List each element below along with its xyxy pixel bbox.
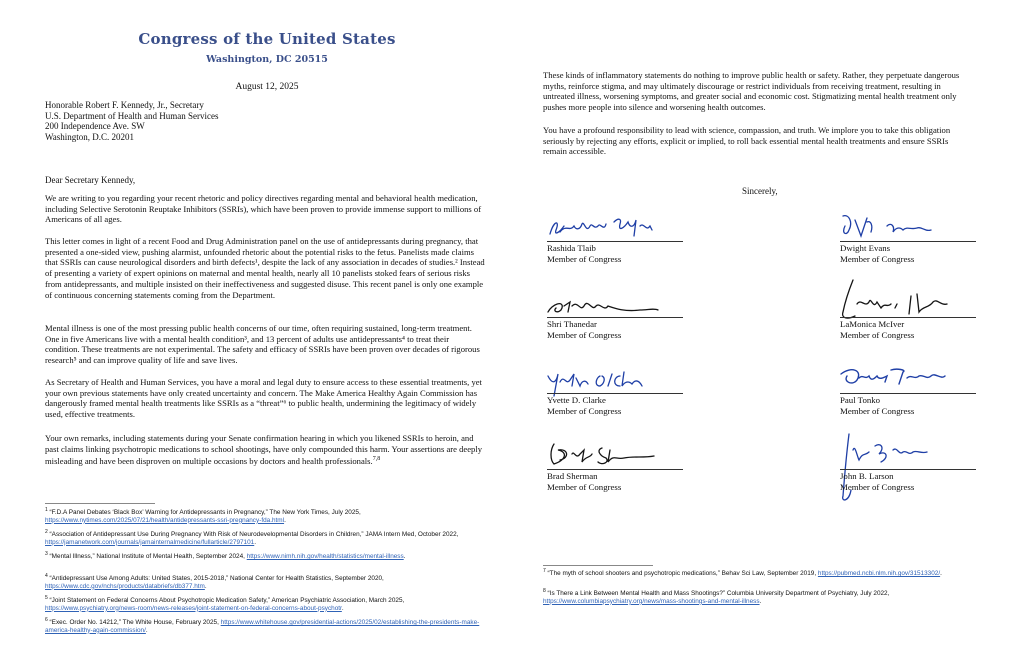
recipient-address — [45, 100, 218, 142]
footnote — [45, 529, 495, 546]
recipient-line: U.S. Department of Health and Human Services — [45, 110, 219, 121]
signature-block — [837, 288, 977, 344]
footnote-text: “Mental Illness,” National Institute of Mental Health, September 2024, — [47, 553, 247, 561]
footnote — [45, 551, 495, 561]
footnote-link[interactable]: https://www.nytimes.com/2025/07/21/health/antidepressants-ssri-pregnancy-fda.html — [45, 516, 285, 524]
footnote-text: “The myth of school shooters and psychotropic medications,” Behav Sci Law, September 2019, — [545, 570, 818, 578]
footnote-number: 7 — [543, 568, 546, 574]
letter-date: August 12, 2025 — [235, 82, 299, 92]
footnote-tail: . — [759, 597, 762, 605]
signer-name: Rashida Tlaib — [547, 243, 596, 253]
closing: Sincerely, — [742, 186, 778, 196]
footnote-link[interactable]: https://pubmed.ncbi.nlm.nih.gov/31513302/ — [817, 570, 941, 578]
body-paragraph: You have a profound responsibility to lead with science, compassion, and truth. We implore you to take this obligation seriously by rejecting any efforts, explicit or implied, to roll back essential mental health treatments and ensure SSRIs remain accessible. — [543, 125, 951, 157]
footnote-text: “Exec. Order No. 14212,” The White House, February 2025, — [47, 619, 221, 627]
body-paragraph: Mental illness is one of the most pressing public health concerns of our time, often requiring sustained, long-term treatment. One in five Americans live with a mental health condition³, and 13 percent of adults use antidepressants⁴ to treat their condition. These treatments are not experimental. The safety and efficacy of SSRIs have been proven over decades of rigorous research⁵ and can improve quality of life and save lives. — [45, 323, 480, 366]
recipient-line: Honorable Robert F. Kennedy, Jr., Secretary — [45, 100, 204, 110]
body-paragraph: These kinds of inflammatory statements do nothing to improve public health or safety. Rather, they perpetuate dangerous myths, reinforce stigma, and may ultimately discourage or restrict individuals from receiving treatment, resulting in untreated illness, worsening symptoms, and greater social and economic cost. Stigmatizing mental health treatment only pushes more people into silence and worsening health outcomes. — [543, 70, 960, 113]
footnote-link[interactable]: https://www.cdc.gov/nchs/products/databriefs/db377.htm — [45, 582, 205, 590]
signature-block — [837, 212, 977, 268]
footnote — [45, 507, 495, 524]
footnote-number: 3 — [45, 551, 48, 557]
footnote — [45, 617, 495, 634]
footnote-text: “F.D.A Panel Debates ‘Black Box’ Warning for Antidepressants in Pregnancy,” The New York Times, July 2025, — [47, 509, 361, 517]
signer-name: Dwight Evans — [840, 243, 891, 253]
footnote-tail: . — [341, 604, 344, 612]
signer-role: Member of Congress — [547, 406, 622, 416]
signer-role: Member of Congress — [840, 330, 915, 340]
footnote-tail: . — [940, 570, 942, 578]
footnote-link[interactable]: https://jamanetwork.com/journals/jamainternalmedicine/fullarticle/2797101 — [45, 538, 255, 546]
signer-name: Brad Sherman — [547, 471, 598, 481]
footnote-number: 1 — [45, 507, 48, 513]
signer-role: Member of Congress — [840, 254, 915, 264]
footnote-text: “Antidepressant Use Among Adults: United States, 2015-2018,” National Center for Health Statistics, September 2020, — [47, 575, 384, 583]
footnote-ref: 7,8 — [372, 456, 381, 463]
footnote — [45, 573, 495, 590]
letter-page-2 — [512, 0, 1024, 646]
footnote-text: “Joint Statement on Federal Concerns About Psychotropic Medication Safety,” American Psychiatric Association, March 2025, — [47, 597, 405, 605]
footnote-divider — [45, 503, 155, 504]
signer-name: LaMonica McIver — [840, 319, 905, 329]
recipient-line: Washington, D.C. 20201 — [45, 131, 135, 142]
footnote-divider — [543, 565, 653, 566]
footnote-tail: . — [403, 553, 406, 561]
footnote — [543, 588, 993, 605]
footnote — [45, 595, 495, 612]
body-paragraph: As Secretary of Health and Human Services, you have a moral and legal duty to ensure access to these essential treatments, yet your own previous statements have only created uncertainty and concern. The Make America Healthy Again Commission has dangerously framed mental health treatments like SSRIs as a “threat”⁶ to public health, undermining the legitimacy of widely used, effective treatments. — [45, 377, 482, 420]
signature-block — [837, 364, 977, 420]
signature-block — [544, 364, 684, 420]
footnote-tail: . — [204, 582, 207, 590]
footnote-text: “Is There a Link Between Mental Health and Mass Shootings?” Columbia University Department of Psychiatry, July 2022, — [545, 590, 890, 598]
signer-role: Member of Congress — [547, 330, 622, 340]
signature-block — [544, 212, 684, 268]
footnote-number: 4 — [45, 573, 48, 579]
body-paragraph-text: Your own remarks, including statements during your Senate confirmation hearing in which you likened SSRIs to heroin, and past claims linking psychotropic medications to school shootings, have only compounded this harm. Your assertions are deeply misleading and have been disproven on multiple occasions by doctors and health professionals. — [45, 433, 483, 467]
footnote-number: 2 — [45, 529, 48, 535]
footnote-tail: . — [254, 538, 257, 546]
letterhead-title: Congress of the United States — [138, 30, 396, 48]
letterhead-location: Washington, DC 20515 — [206, 54, 328, 65]
signer-role: Member of Congress — [547, 254, 622, 264]
footnote-text: “Association of Antidepressant Use During Pregnancy With Risk of Neurodevelopmental Disorders in Children,” JAMA Intern Med, October 2022, — [47, 531, 459, 539]
footnote-tail: . — [145, 626, 148, 634]
salutation: Dear Secretary Kennedy, — [45, 175, 136, 185]
footnote-link[interactable]: https://www.nimh.nih.gov/health/statistics/mental-illness — [246, 553, 404, 561]
footnote — [543, 568, 993, 578]
signature-block — [544, 440, 684, 496]
footnote-number: 6 — [45, 617, 48, 623]
signer-role: Member of Congress — [840, 482, 915, 492]
signer-name: John B. Larson — [840, 471, 894, 481]
signer-role: Member of Congress — [547, 482, 622, 492]
signature-block — [837, 440, 977, 496]
signature-block — [544, 288, 684, 344]
footnote-link[interactable]: https://www.psychiatry.org/news-room/news-releases/joint-statement-on-federal-concerns-about-psychotr — [45, 604, 342, 612]
footnote-link[interactable]: https://www.columbiapsychiatry.org/news/mass-shootings-and-mental-illness — [543, 597, 760, 605]
signer-name: Yvette D. Clarke — [547, 395, 606, 405]
footnote-link[interactable]: https://www.whitehouse.gov/presidential-actions/2025/02/establishing-the-presidents-make-america-healthy-again-commission/ — [45, 619, 480, 634]
recipient-line: 200 Independence Ave. SW — [45, 121, 145, 131]
signer-name: Shri Thanedar — [547, 319, 597, 329]
footnote-number: 5 — [45, 595, 48, 601]
body-paragraph: This letter comes in light of a recent Food and Drug Administration panel on the use of antidepressants during pregnancy, that presented a one-sided view, pushing alarmist, unfounded rhetoric about the potential risks to the fetus. Panelists made claims that SSRIs can cause neurological disorders and birth defects¹, despite the lack of any association in decades of studies.² Instead of presenting a variety of expert opinions on maternal and mental health, nearly all 10 panelists stoked fears of serious risks from antidepressants, and multiple insisted on their ineffectiveness and suggested disuse. This recent panel is only one example of continuous concerning statements coming from the Department. — [45, 236, 485, 300]
signer-name: Paul Tonko — [840, 395, 881, 405]
body-paragraph — [45, 433, 485, 467]
footnote-tail: . — [284, 516, 286, 524]
signer-role: Member of Congress — [840, 406, 915, 416]
footnote-number: 8 — [543, 588, 546, 594]
body-paragraph: We are writing to you regarding your recent rhetoric and policy directives regarding mental and behavioral health medication, including Selective Serotonin Reuptake Inhibitors (SSRIs), which have been proven to provide immense support to millions of Americans of all ages. — [45, 193, 482, 225]
